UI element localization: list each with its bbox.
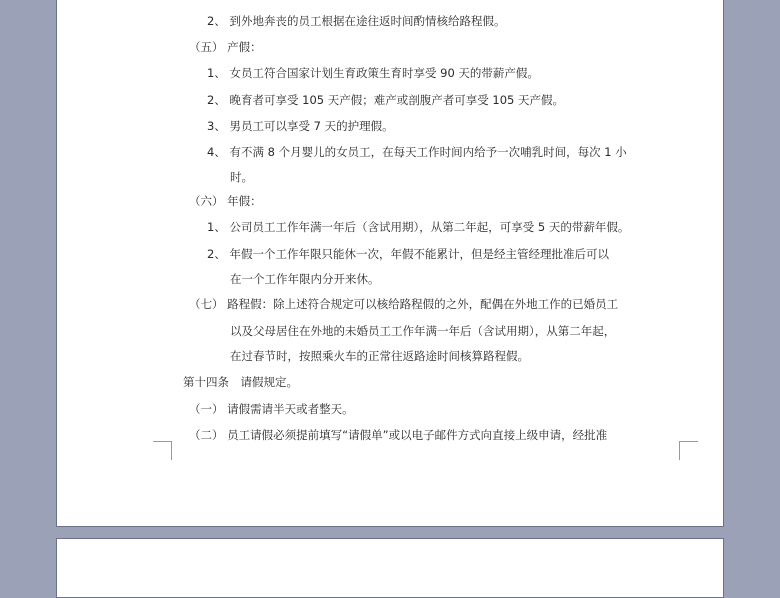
paragraph-continuation: 在过春节时，按照乘火车的正常往返路途时间核算路程假。 <box>230 349 529 363</box>
document-page <box>56 0 724 527</box>
paragraph-continuation: 以及父母居住在外地的未婚员工工作年满一年后（含试用期），从第二年起， <box>230 324 616 338</box>
margin-corner-mark <box>679 441 698 460</box>
margin-corner-mark <box>153 441 172 460</box>
section-heading: （五） 产假： <box>189 40 262 54</box>
list-item: 1、 女员工符合国家计划生育政策生育时享受 90 天的带薪产假。 <box>207 66 539 80</box>
list-item: 4、 有不满 8 个月婴儿的女员工，在每天工作时间内给予一次哺乳时间，每次 1 小 <box>207 145 627 159</box>
list-item: 3、 男员工可以享受 7 天的护理假。 <box>207 119 394 133</box>
section-heading: （七） 路程假：除上述符合规定可以核给路程假的之外，配偶在外地工作的已婚员工 <box>189 297 619 311</box>
list-item: 2、 晚育者可享受 105 天产假；难产或剖腹产者可享受 105 天产假。 <box>207 93 564 107</box>
list-item: 2、 年假一个工作年限只能休一次，年假不能累计，但是经主管经理批准后可以 <box>207 247 609 261</box>
article-heading: 第十四条 请假规定。 <box>183 375 298 389</box>
section-heading: （一） 请假需请半天或者整天。 <box>189 402 354 416</box>
section-heading: （六） 年假： <box>189 194 262 208</box>
section-heading: （二） 员工请假必须提前填写“请假单”或以电子邮件方式向直接上级申请，经批准 <box>189 428 608 442</box>
text-line: 2、 到外地奔丧的员工根据在途往返时间酌情核给路程假。 <box>207 14 506 28</box>
list-item-continuation: 在一个工作年限内分开来休。 <box>230 272 380 286</box>
list-item-continuation: 时。 <box>230 170 253 184</box>
list-item: 1、 公司员工工作年满一年后（含试用期），从第二年起，可享受 5 天的带薪年假。 <box>207 220 630 234</box>
next-document-page <box>56 538 724 598</box>
